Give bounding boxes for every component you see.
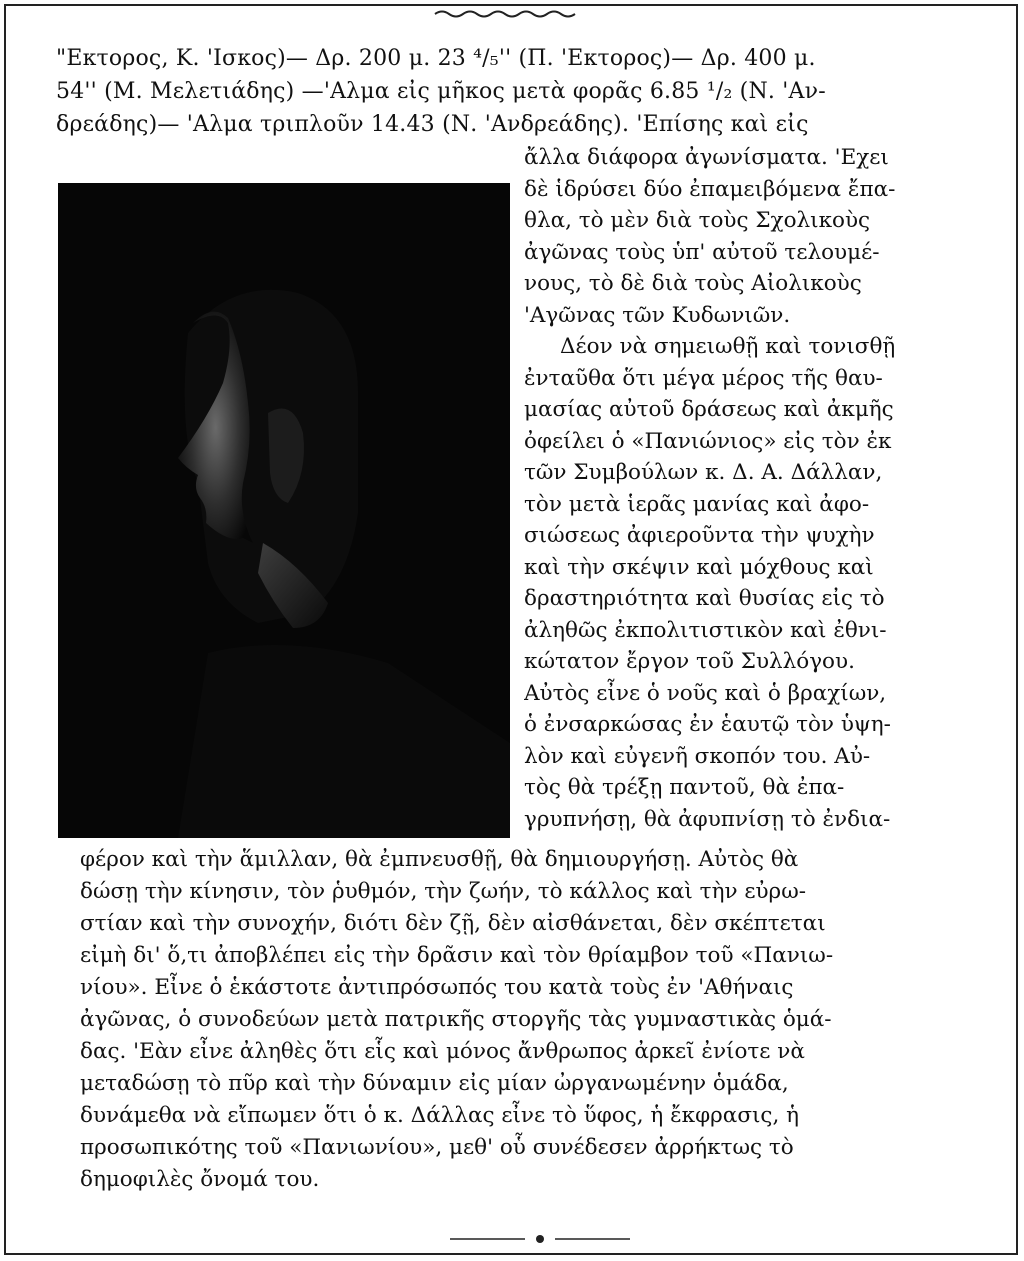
full-line: δυνάμεθα νὰ εἴπωμεν ὅτι ὁ κ. Δάλλας εἶνε τὸ ὕφος, ἡ ἔκφρασις, ἡ [80,1103,800,1128]
column-line: λὸν καὶ εὐγενῆ σκοπόν του. Αὐ- [524,743,871,769]
column-line: θλα, τὸ μὲν διὰ τοὺς Σχολικοὺς [524,208,871,233]
column-line: δὲ ἱδρύσει δύο ἐπαμειβόμενα ἔπα- [524,176,896,202]
column-line: Δέον νὰ σημειωθῇ καὶ τονισθῇ [560,334,896,359]
column-line: καὶ τὴν σκέψιν καὶ μόχθους καὶ [524,554,874,580]
full-line: προσωπικότης τοῦ «Πανιωνίου», μεθ' οὗ συνέδεσεν ἀρρήκτως τὸ [80,1135,794,1160]
column-line: 'Αγῶνας τῶν Κυδωνιῶν. [524,302,791,328]
column-line: τῶν Συμβούλων κ. Δ. Α. Δάλλαν, [524,460,883,485]
column-line: ὁ ἐνσαρκώσας ἐν ἑαυτῷ τὸν ὑψη- [524,712,891,737]
results-line: "Εκτορος, Κ. 'Ισκος)— Δρ. 200 μ. 23 ⁴/₅'' (Π. 'Εκτορος)— Δρ. 400 μ. [56,46,816,71]
full-line: εἰμὴ δι' ὅ,τι ἀποβλέπει εἰς τὴν δρᾶσιν καὶ τὸν θρίαμβον τοῦ «Πανιω- [80,943,834,968]
column-line: γρυπνήσῃ, θὰ ἀφυπνίσῃ τὸ ἐνδια- [524,806,891,832]
full-line: στίαν καὶ τὴν συνοχήν, διότι δὲν ζῇ, δὲν αἰσθάνεται, δὲν σκέπτεται [80,911,826,936]
full-line: δημοφιλὲς ὄνομά του. [80,1167,320,1192]
bottom-ornament [445,1232,635,1246]
top-ornament [430,6,580,20]
full-line: δας. 'Εὰν εἶνε ἀληθὲς ὅτι εἷς καὶ μόνος ἄνθρωπος ἀρκεῖ ἐνίοτε νὰ [80,1039,805,1064]
column-line: τὸς θὰ τρέξῃ παντοῦ, θὰ ἐπα- [524,775,845,800]
column-line: σιώσεως ἀφιεροῦντα τὴν ψυχὴν [524,523,875,548]
full-width-text [80,844,1000,1196]
column-line: ἄλλα διάφορα ἀγωνίσματα. 'Εχει [524,145,889,170]
right-column-text [524,142,984,835]
full-line: μεταδώσῃ τὸ πῦρ καὶ τὴν δύναμιν εἰς μίαν ὠργανωμένην ὁμάδα, [80,1071,789,1096]
results-line: 54'' (Μ. Μελετιάδης) —'Αλμα εἰς μῆκος μετὰ φορᾶς 6.85 ¹/₂ (Ν. 'Αν- [56,79,826,104]
column-line: ἐνταῦθα ὅτι μέγα μέρος τῆς θαυ- [524,365,883,391]
portrait-silhouette [58,183,510,838]
results-line: δρεάδης)— 'Αλμα τριπλοῦν 14.43 (Ν. 'Ανδρεάδης). 'Επίσης καὶ εἰς [56,112,809,137]
column-line: νους, τὸ δὲ διὰ τοὺς Αἰολικοὺς [524,271,862,296]
column-line: δραστηριότητα καὶ θυσίας εἰς τὸ [524,586,885,611]
portrait-photo [58,183,510,838]
column-line: ἀγῶνας τοὺς ὑπ' αὐτοῦ τελουμέ- [524,239,880,265]
column-line: ὀφείλει ὁ «Πανιώνιος» εἰς τὸν ἐκ [524,428,892,454]
column-line: μασίας αὐτοῦ δράσεως καὶ ἀκμῆς [524,397,894,422]
column-line: ἀληθῶς ἐκπολιτιστικὸν καὶ ἐθνι- [524,617,887,643]
column-line: κώτατον ἔργον τοῦ Συλλόγου. [524,649,855,674]
column-line: Αὐτὸς εἶνε ὁ νοῦς καὶ ὁ βραχίων, [524,680,887,706]
full-line: νίου». Εἶνε ὁ ἑκάστοτε ἀντιπρόσωπός του κατὰ τοὺς ἐν 'Αθήναις [80,975,794,1000]
full-line: δώσῃ τὴν κίνησιν, τὸν ῥυθμόν, τὴν ζωήν, τὸ κάλλος καὶ τὴν εὐρω- [80,879,806,904]
column-line: τὸν μετὰ ἱερᾶς μανίας καὶ ἀφο- [524,491,870,517]
full-line: ἀγῶνας, ὁ συνοδεύων μετὰ πατρικῆς στοργῆς τὰς γυμναστικὰς ὁμά- [80,1007,832,1032]
full-line: φέρον καὶ τὴν ἅμιλλαν, θὰ ἐμπνευσθῇ, θὰ δημιουργήσῃ. Αὐτὸς θὰ [80,847,799,872]
results-paragraph [56,42,976,141]
